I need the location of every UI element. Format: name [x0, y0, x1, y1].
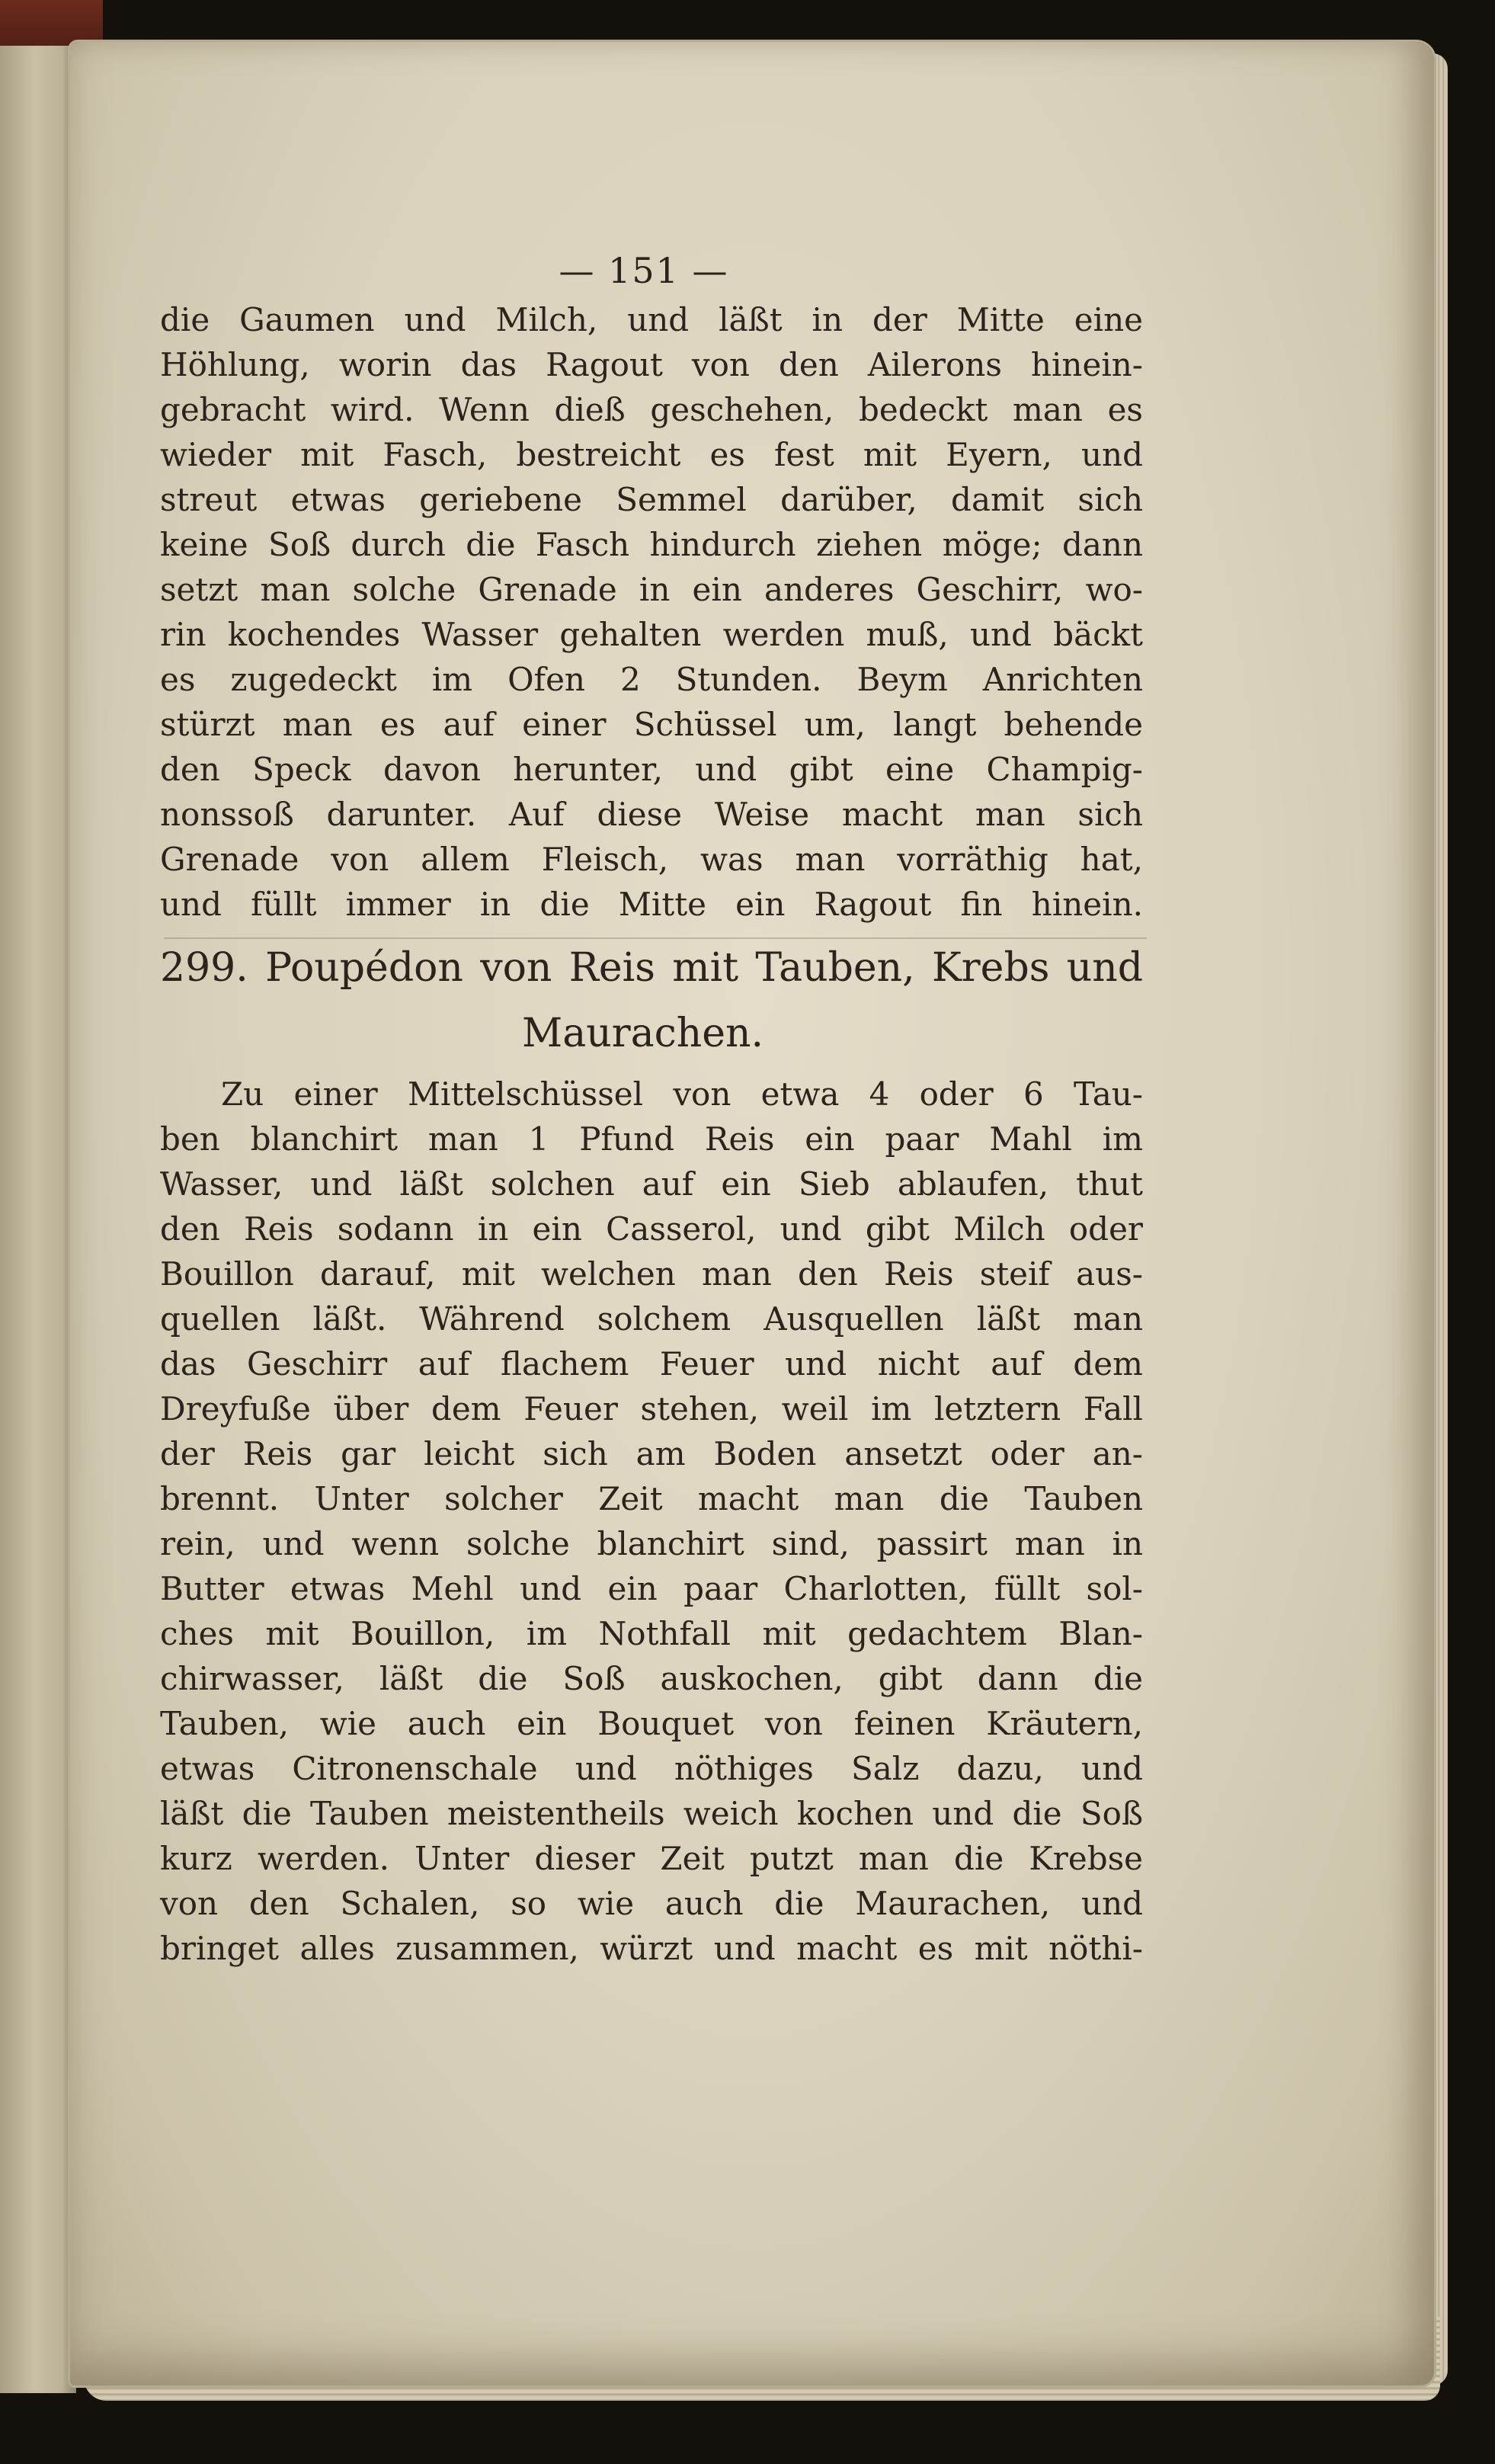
paragraph-2 — [160, 1072, 1143, 1971]
text-line: brennt. Unter solcher Zeit macht man die Tauben — [160, 1480, 1143, 1517]
text-line: streut etwas geriebene Semmel darüber, damit sich — [160, 481, 1143, 518]
text-line: chirwasser, läßt die Soß auskochen, gibt dann die — [160, 1660, 1143, 1697]
previous-page-edge — [0, 46, 76, 2393]
text-line: rin kochendes Wasser gehalten werden muß, und bäckt — [160, 616, 1143, 653]
text-line: ches mit Bouillon, im Nothfall mit gedachtem Blan- — [160, 1615, 1143, 1652]
text-line: gebracht wird. Wenn dieß geschehen, bedeckt man es — [160, 391, 1143, 428]
text-line: stürzt man es auf einer Schüssel um, langt behende — [160, 706, 1143, 743]
text-line: den Reis sodann in ein Casserol, und gibt Milch oder — [160, 1210, 1143, 1248]
text-line: es zugedeckt im Ofen 2 Stunden. Beym Anrichten — [160, 661, 1143, 698]
text-line: Wasser, und läßt solchen auf ein Sieb ablaufen, thut — [160, 1165, 1143, 1203]
text-line: Butter etwas Mehl und ein paar Charlotten, füllt sol- — [160, 1570, 1143, 1607]
text-line: wieder mit Fasch, bestreicht es fest mit Eyern, und — [160, 436, 1143, 473]
text-line: kurz werden. Unter dieser Zeit putzt man die Krebse — [160, 1840, 1143, 1877]
text-line: von den Schalen, so wie auch die Maurachen, und — [160, 1885, 1143, 1922]
text-line: die Gaumen und Milch, und läßt in der Mitte eine — [160, 301, 1143, 338]
paragraph-1 — [160, 297, 1143, 927]
text-line: Höhlung, worin das Ragout von den Ailerons hinein- — [160, 346, 1143, 383]
text-line: Grenade von allem Fleisch, was man vorräthig hat, — [160, 841, 1143, 878]
text-line: etwas Citronenschale und nöthiges Salz dazu, und — [160, 1750, 1143, 1787]
text-line: bringet alles zusammen, würzt und macht es mit nöthi- — [160, 1930, 1143, 1967]
text-line: läßt die Tauben meistentheils weich kochen und die Soß — [160, 1795, 1143, 1832]
text-line: quellen läßt. Während solchem Ausquellen läßt man — [160, 1300, 1143, 1338]
text-line: den Speck davon herunter, und gibt eine Champig- — [160, 751, 1143, 788]
recipe-title-continued: Maurachen. — [522, 1011, 764, 1056]
text-line: das Geschirr auf flachem Feuer und nicht auf dem — [160, 1345, 1143, 1383]
text-line: Dreyfuße über dem Feuer stehen, weil im letztern Fall — [160, 1390, 1143, 1427]
text-line: nonssoß darunter. Auf diese Weise macht man sich — [160, 796, 1143, 833]
text-line: setzt man solche Grenade in ein anderes Geschirr, wo- — [160, 571, 1143, 608]
recipe-title: 299. Poupédon von Reis mit Tauben, Krebs und — [160, 945, 1143, 991]
text-line: Tauben, wie auch ein Bouquet von feinen Kräutern, — [160, 1705, 1143, 1742]
text-line: keine Soß durch die Fasch hindurch ziehen möge; dann — [160, 526, 1143, 563]
page-number: — 151 — — [559, 250, 729, 291]
text-line: Bouillon darauf, mit welchen man den Reis steif aus- — [160, 1255, 1143, 1293]
text-line: der Reis gar leicht sich am Boden ansetzt oder an- — [160, 1435, 1143, 1472]
text-line: und füllt immer in die Mitte ein Ragout fin hinein. — [160, 886, 1143, 923]
page-content — [160, 244, 1143, 1971]
text-line: Zu einer Mittelschüssel von etwa 4 oder 6 Tau- — [221, 1075, 1143, 1113]
text-line: rein, und wenn solche blanchirt sind, passirt man in — [160, 1525, 1143, 1562]
text-line: ben blanchirt man 1 Pfund Reis ein paar Mahl im — [160, 1120, 1143, 1158]
